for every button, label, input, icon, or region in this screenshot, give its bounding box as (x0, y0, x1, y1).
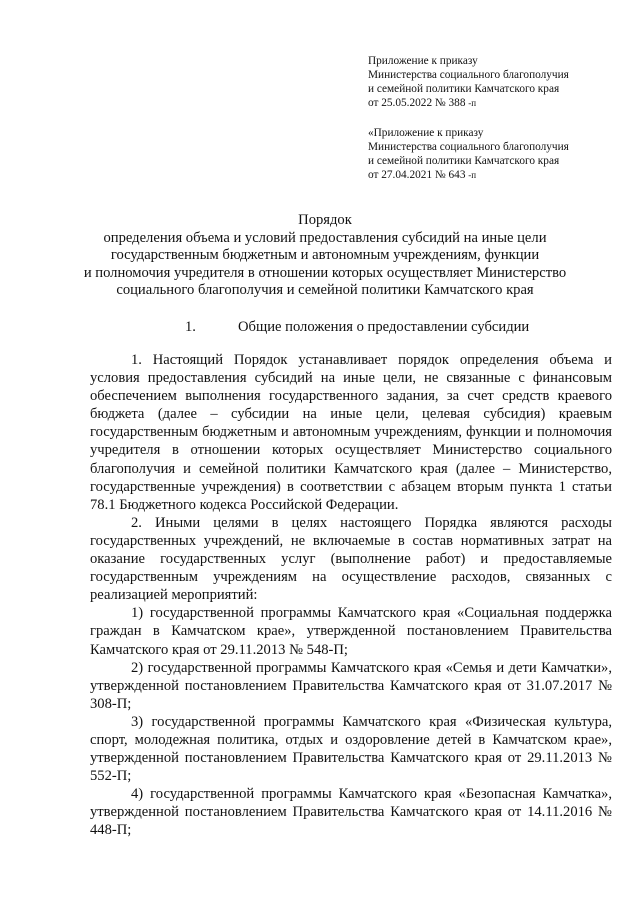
appendix-date (368, 168, 630, 182)
appendix-date-text: от 25.05.2022 № 388 (368, 97, 469, 109)
title-line: определения объема и условий предоставления субсидий на иные цели (103, 229, 547, 246)
paragraph-2: 2. Иными целями в целях настоящего Порядка являются расходы государственных учреждений, не включаемые в состав нормативных затрат на оказание государственных услуг (выполнение работ) и предоставляемые государственным учреждениям на осуществление расходов, связанных с реализацией мероприятий: (90, 514, 612, 604)
appendix-date (368, 96, 630, 110)
appendix-date-suffix: -п (468, 170, 477, 180)
appendix-header-current (368, 54, 630, 110)
appendix-line: Министерства социального благополучия (368, 69, 569, 81)
list-item: 4) государственной программы Камчатского края «Безопасная Камчатка», утвержденной постановлением Правительства Камчатского края от 14.11.2016 № 448-П; (90, 786, 612, 839)
title-line: социального благополучия и семейной политики Камчатского края (116, 282, 534, 299)
title-line: государственным бюджетным и автономным учреждениям, функции (110, 247, 540, 264)
appendix-date-suffix: -п (468, 98, 477, 108)
list-item: 1) государственной программы Камчатского края «Социальная поддержка граждан в Камчатском крае», утвержденной постановлением Правительства Камчатского края от 29.11.2013 № 548-П; (90, 605, 612, 658)
title-line: и полномочия учредителя в отношении которых осуществляет Министерство (83, 264, 567, 281)
appendix-line: Министерства социального благополучия (368, 141, 569, 153)
appendix-date-text: от 27.04.2021 № 643 (368, 169, 469, 181)
appendix-line: «Приложение к приказу (368, 127, 484, 139)
document-body (90, 351, 612, 840)
list-item: 3) государственной программы Камчатского края «Физическая культура, спорт, молодежная политика, отдых и оздоровление детей в Камчатском крае», утвержденной постановлением Правительства Камчатского края от 29.11.2013 № 552-П; (90, 713, 612, 785)
section-title: Общие положения о предоставлении субсидии (238, 319, 530, 335)
appendix-line: Приложение к приказу (368, 55, 478, 67)
title-line: Порядок (298, 212, 352, 228)
section-number: 1. (185, 319, 196, 335)
appendix-header-previous (368, 126, 630, 182)
list-item: 2) государственной программы Камчатского края «Семья и дети Камчатки», утвержденной постановлением Правительства Камчатского края от 31.07.2017 № 308-П; (90, 659, 612, 712)
paragraph-1: 1. Настоящий Порядок устанавливает порядок определения объема и условия предоставления субсидий на иные цели, не связанные с финансовым обеспечением выполнения государственного задания, за счет средств краевого бюджета (далее – субсидии на иные цели, целевая субсидия) краевым государственным бюджетным и автономным учреждениям, функции и полномочия учредителя в отношении которых осуществляет Министерство социального благополучия и семейной политики Камчатского края (далее – Министерство, государственные учреждения) в соответствии с абзацем вторым пункта 1 статьи 78.1 Бюджетного кодекса Российской Федерации. (90, 352, 612, 513)
appendix-line: и семейной политики Камчатского края (368, 155, 560, 167)
document-title (40, 212, 610, 300)
appendix-line: и семейной политики Камчатского края (368, 83, 560, 95)
